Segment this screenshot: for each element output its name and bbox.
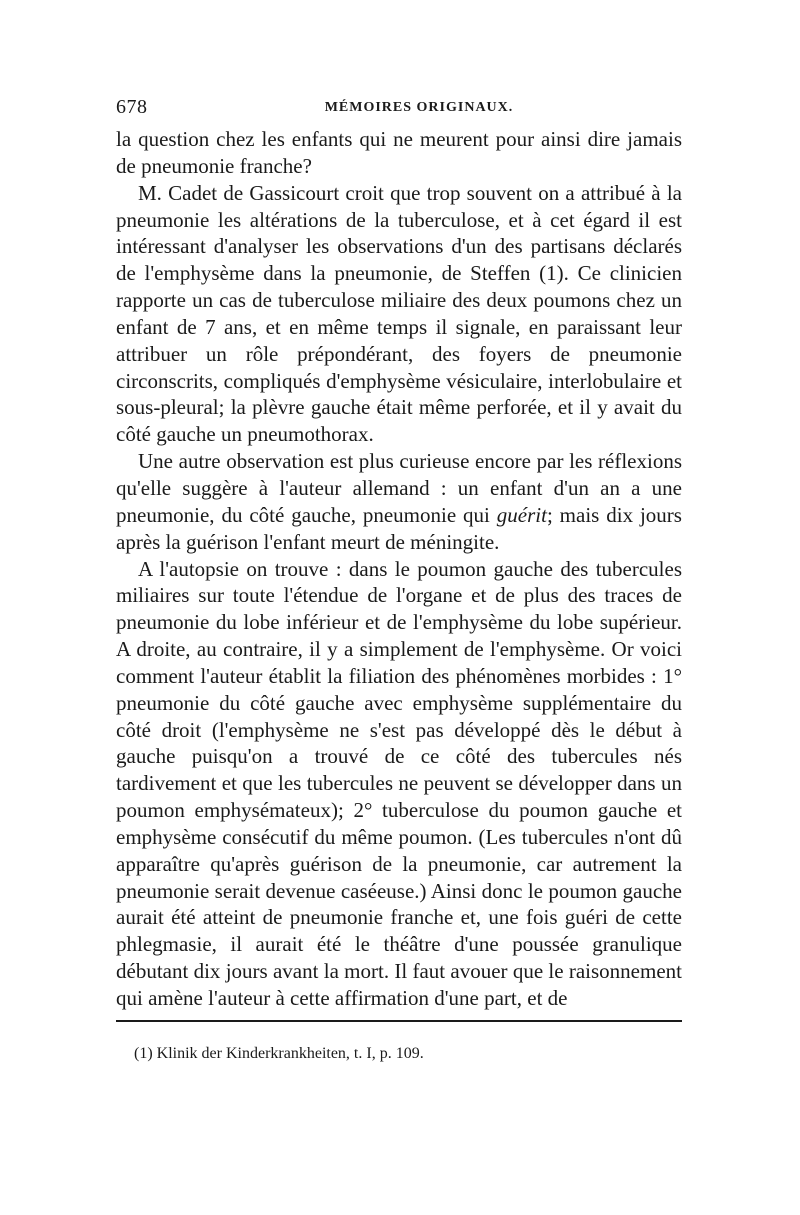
page-header <box>116 96 682 126</box>
footnote: (1) Klinik der Kinderkrankheiten, t. I, p. 109. <box>134 1044 424 1062</box>
page-number: 678 <box>116 96 148 118</box>
paragraph-3-after: ; mais dix jours après la guérison l'enfant meurt de méningite. <box>116 502 682 554</box>
running-title: MÉMOIRES ORIGINAUX. <box>324 100 514 115</box>
paragraph-3-before: Une autre observation est plus curieuse encore par les réflexions qu'elle suggère à l'auteur allemand : un enfant d'un an a une pneumonie, du côté gauche, pneumonie qui <box>116 449 682 527</box>
italic-word: guérit <box>496 502 547 527</box>
book-page <box>116 96 682 1064</box>
paragraph-3 <box>116 448 682 555</box>
body-text <box>116 126 682 1012</box>
paragraph-4: A l'autopsie on trouve : dans le poumon gauche des tubercules miliaires sur toute l'étendue de l'organe et de plus des traces de pneumonie du lobe inférieur et de l'emphysème du lobe supérieur. A droite, au contraire, il y a simplement de l'emphysème. Or voici comment l'auteur établit la filiation des phénomènes morbides : 1° pneumonie du côté gauche avec emphysème supplémentaire du côté droit (l'emphysème ne s'est pas développé dès le début à gauche puisqu'on a trouvé de ce côté des tubercules nés tardivement et que les tubercules ne peuvent se développer dans un poumon emphysémateux); 2° tuberculose du poumon gauche et emphysème consécutif du même poumon. (Les tubercules n'ont dû apparaître qu'après guérison de la pneumonie, car autrement la pneumonie serait devenue caséeuse.) Ainsi donc le poumon gauche aurait été atteint de pneumonie franche et, une fois guéri de cette phlegmasie, il aurait été le théâtre d'une poussée granulique débutant dix jours avant la mort. Il faut avouer que le raisonnement qui amène l'auteur à cette affirmation d'une part, et de <box>116 556 682 1010</box>
paragraph-1: la question chez les enfants qui ne meurent pour ainsi dire jamais de pneumonie franche? <box>116 127 682 178</box>
paragraph-2: M. Cadet de Gassicourt croit que trop souvent on a attribué à la pneumonie les altérations de la tuberculose, et à cet égard il est intéressant d'analyser les observations d'un des partisans déclarés de l'emphysème dans la pneumonie, de Steffen (1). Ce clinicien rapporte un cas de tuberculose miliaire des deux poumons chez un enfant de 7 ans, et en même temps il signale, en paraissant leur attribuer un rôle prépondérant, des foyers de pneumonie circonscrits, compliqués d'emphysème vésiculaire, interlobulaire et sous-pleural; la plèvre gauche était même perforée, et il y avait du côté gauche un pneumothorax. <box>116 180 682 447</box>
footnote-rule <box>116 1020 682 1022</box>
